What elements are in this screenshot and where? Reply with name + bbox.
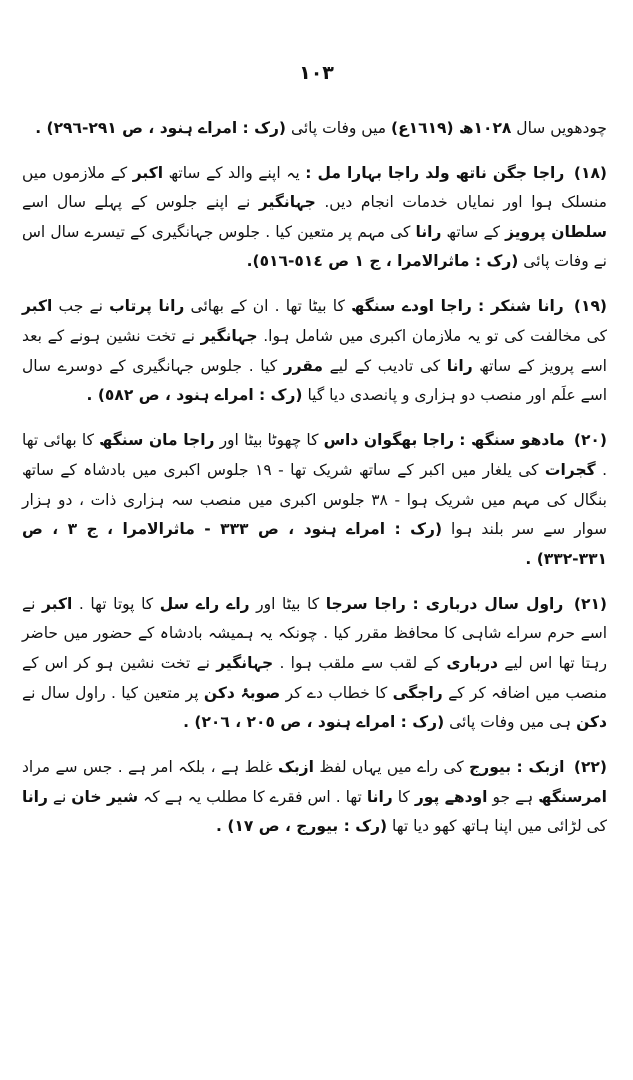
reference-citation: (رک : امراے ہنود ، ص ٣٣٣ - ماثرالامرا ، ج ٣ ، ص ٣٣١-٣٣٢) . — [22, 520, 607, 568]
text-segment: کا خطاب دے کر — [280, 683, 393, 702]
footnote-19 — [22, 292, 607, 410]
footnote-20 — [22, 426, 607, 574]
text-segment: کی راے میں یہاں لفظ — [313, 758, 470, 777]
footnote-21 — [22, 590, 607, 738]
text-segment: کا بیٹا اور — [249, 594, 326, 613]
text-segment-bold: شیر خان — [71, 787, 139, 806]
text-segment-bold: جہانگیر — [216, 654, 274, 672]
text-segment: کی مہم پر متعین کیا . جلوس جہانگیری کے تیسرے سال اس نے وفات پائی — [22, 222, 607, 271]
text-segment: ہی میں وفات پائی — [444, 713, 577, 732]
entry-heading: مادھو سنگھ : — [459, 431, 565, 450]
text-segment-bold: دکن — [576, 713, 607, 732]
text-segment: نے تخت نشین ہو کر اس کے منصب میں اضافہ کر کے — [22, 654, 607, 702]
text-segment-bold: جہانگیر — [200, 327, 258, 346]
text-segment: تھا . اس فقرے کا مطلب یہ ہے کہ — [138, 787, 367, 806]
text-segment-bold: ١٠٢٨ھ (١٦١٩ع) — [390, 118, 512, 137]
text-segment-bold: اکبر — [132, 163, 164, 182]
text-segment: نے جب — [52, 297, 110, 316]
text-segment: کا بیٹا تھا . ان کے بھائی — [184, 297, 352, 316]
footnote-number: (٢٢) — [573, 758, 607, 777]
text-segment-bold: راجا بھگوان داس — [323, 431, 455, 450]
text-segment-bold: راجا مان سنگھ — [99, 431, 215, 450]
text-segment: ہے جو — [487, 787, 539, 806]
text-segment: کے ساتھ — [441, 222, 506, 241]
text-segment: پر متعین کیا . راول سال نے — [22, 683, 204, 702]
text-segment: کا بھائی تھا . — [22, 431, 607, 479]
footnote-continuation — [22, 114, 607, 144]
text-segment-bold: رانا — [366, 787, 393, 806]
text-segment-bold: رانا — [415, 222, 442, 241]
text-segment: کا پوتا تھا . — [72, 594, 160, 613]
text-segment: نے تخت نشین ہونے کے بعد اسے پرویز کے ساتھ — [22, 327, 607, 375]
text-segment: چودھویں سال — [511, 118, 607, 137]
reference-citation: (رک : ماثرالامرا ، ج ١ ص ٥١٤-٥١٦). — [246, 252, 519, 271]
footnote-number: (١٩) — [573, 297, 607, 316]
footnote-number: (٢٠) — [573, 431, 607, 450]
text-segment-bold: راجگی — [392, 683, 443, 702]
text-segment: کا چھوٹا بیٹا اور — [214, 431, 324, 450]
text-segment-bold: رانا — [22, 787, 48, 806]
footnote-number: (١٨) — [573, 163, 607, 182]
text-segment-bold: اودھے پور — [414, 787, 488, 806]
text-segment: کی تادیب کے لیے — [323, 356, 447, 375]
text-segment: کے ملازموں میں منسلک ہوا اور نمایاں خدمات انجام دیں. — [22, 163, 607, 212]
text-segment: میں وفات پائی — [286, 118, 391, 137]
footnote-number: (٢١) — [573, 594, 607, 613]
text-segment-bold: جہانگیر — [258, 193, 316, 212]
text-segment: کی مخالفت کی تو یہ ملازمان اکبری میں شامل ہوا. — [257, 327, 607, 346]
entry-heading: رانا شنکر : — [478, 297, 564, 316]
text-segment: نے — [47, 787, 72, 806]
text-segment-bold: بیورج — [469, 758, 512, 777]
text-segment-bold: درباری — [446, 654, 498, 672]
footnote-18 — [22, 159, 607, 277]
text-segment-bold: امرسنگھ — [538, 787, 607, 806]
text-segment-bold: راجا سرجا — [325, 594, 406, 613]
footnote-22 — [22, 753, 607, 842]
text-segment: کے لقب سے ملقب ہوا . — [273, 654, 447, 672]
text-segment: یہ اپنے والد کے ساتھ — [163, 163, 306, 182]
text-segment: کیا . جلوس جہانگیری کے دوسرے سال اسے علَم اور منصب دو ہزاری و پانصدی دیا گیا — [22, 356, 607, 405]
text-segment-bold: راجا اودے سنگھ — [351, 297, 472, 316]
text-segment: کی لڑائی میں اپنا ہاتھ کھو دیا تھا — [387, 817, 607, 836]
text-segment-bold: گجرات — [544, 460, 596, 479]
reference-citation: (رک : بیورج ، ص ١٧) . — [216, 817, 388, 836]
entry-heading: ازبک : — [516, 758, 565, 777]
text-segment-bold: سلطان پرویز — [505, 222, 607, 241]
text-segment: کی یلغار میں اکبر کے ساتھ شریک تھا - ١٩ جلوس اکبری میں بادشاہ کے ساتھ بنگال کی مہم میں شریک ہوا - ٣٨ جلوس اکبری میں منصب سہ ہزاری ذات ، دو ہزار سوار سے سر بلند ہوا — [22, 460, 607, 539]
reference-citation: (رک : امراے ہنود ، ص ٢٠٥ ، ٢٠٦) . — [183, 713, 445, 732]
text-segment-bold: رانا پرتاب — [109, 297, 185, 316]
footnote-list — [22, 98, 607, 850]
text-segment: کا — [392, 787, 415, 806]
text-segment-bold: اکبر — [22, 297, 53, 316]
text-segment-bold: ازبک — [277, 758, 314, 777]
text-segment: نے اسے حرم سراے شاہی کا محافظ مقرر کیا . چونکہ یہ ہمیشہ بادشاہ کے حضور میں حاضر رہتا تھا اس لیے — [22, 594, 607, 672]
text-segment: غلط ہے ، بلکہ امر ہے . جس سے مراد — [22, 758, 278, 777]
text-segment-bold: مقرر — [283, 356, 324, 375]
page-number: ١٠٣ — [299, 62, 334, 84]
text-segment-bold: اکبر — [41, 594, 73, 613]
entry-heading: راجا جگن ناتھ ولد راجا بہارا مل : — [305, 163, 565, 182]
text-segment-bold: صوبۂ دکن — [203, 683, 281, 702]
reference-citation: (رک : امراے ہنود ، ص ٥٨٢) . — [86, 386, 303, 405]
entry-heading: راول سال درباری : — [412, 594, 564, 613]
text-segment-bold: راے راے سل — [159, 594, 250, 613]
text-segment: نے اپنے جلوس کے پہلے سال اسے — [22, 193, 259, 212]
text-segment-bold: رانا — [446, 356, 473, 375]
reference-citation: (رک : امراے ہنود ، ص ٢٩١-٢٩٦) . — [35, 118, 287, 137]
